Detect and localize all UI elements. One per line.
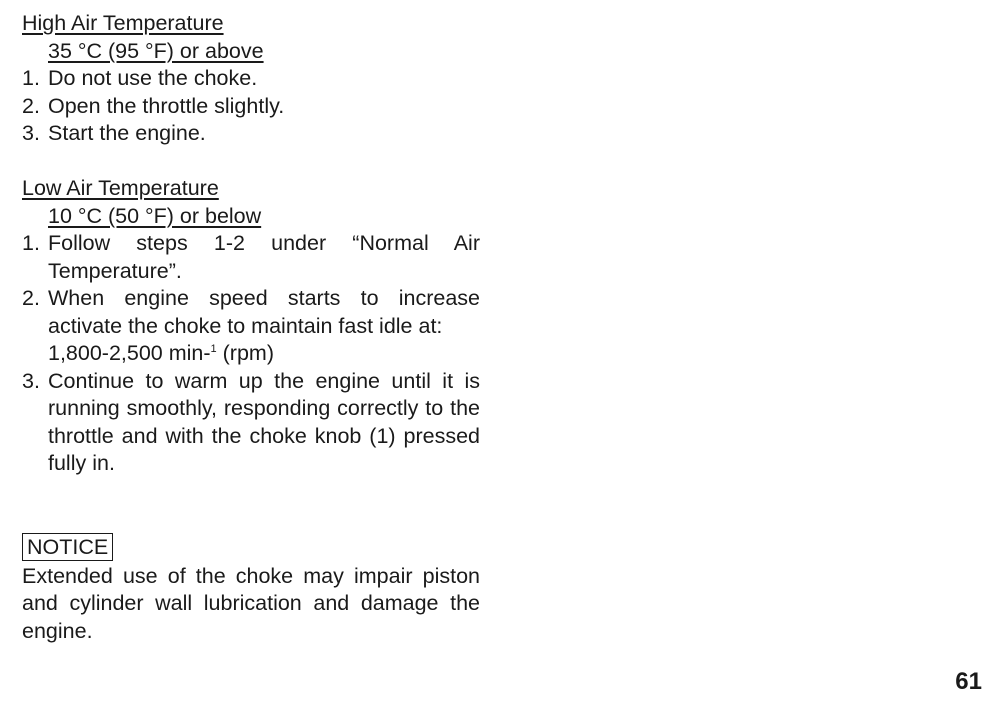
step-text: When engine speed starts to increase activate the choke to maintain fast idle at: bbox=[48, 286, 480, 338]
low-temp-condition: 10 °C (50 °F) or below bbox=[48, 203, 262, 228]
idle-speed: 1,800-2,500 min-$^1$ (rpm) bbox=[48, 341, 274, 365]
speed-superscript: 1 bbox=[210, 342, 217, 355]
list-item bbox=[22, 285, 480, 368]
high-temp-steps bbox=[22, 65, 480, 148]
list-item bbox=[22, 120, 480, 148]
list-item bbox=[22, 93, 480, 121]
step-text: Continue to warm up the engine until it is running smoothly, responding correctly to the throttle and with the choke knob (1) pressed fully in. bbox=[48, 368, 480, 475]
high-temp-condition: 35 °C (95 °F) or above bbox=[48, 38, 264, 63]
notice-label: NOTICE bbox=[22, 533, 113, 561]
low-temp-heading: Low Air Temperature bbox=[22, 176, 219, 200]
high-temp-heading: High Air Temperature bbox=[22, 11, 224, 35]
step-number: 2. bbox=[22, 93, 40, 118]
notice-block bbox=[22, 533, 480, 646]
low-temp-steps bbox=[22, 230, 480, 478]
list-item bbox=[22, 230, 480, 285]
notice-text: Extended use of the choke may impair piston and cylinder wall lubrication and damage the engine. bbox=[22, 563, 480, 643]
list-item bbox=[22, 65, 480, 93]
step-number: 1. bbox=[22, 231, 40, 255]
step-number: 3. bbox=[22, 121, 40, 145]
step-text: Follow steps 1-2 under “Normal Air Temperature”. bbox=[48, 231, 480, 283]
step-text: Do not use the choke. bbox=[48, 66, 258, 90]
step-text: Open the throttle slightly. bbox=[48, 93, 285, 118]
step-text: Start the engine. bbox=[48, 121, 206, 145]
main-column bbox=[22, 10, 480, 645]
step-number: 3. bbox=[22, 368, 40, 393]
step-number: 2. bbox=[22, 286, 40, 310]
list-item bbox=[22, 368, 480, 478]
step-body bbox=[48, 285, 480, 368]
page-number: 61 bbox=[955, 668, 982, 695]
step-number: 1. bbox=[22, 66, 40, 90]
